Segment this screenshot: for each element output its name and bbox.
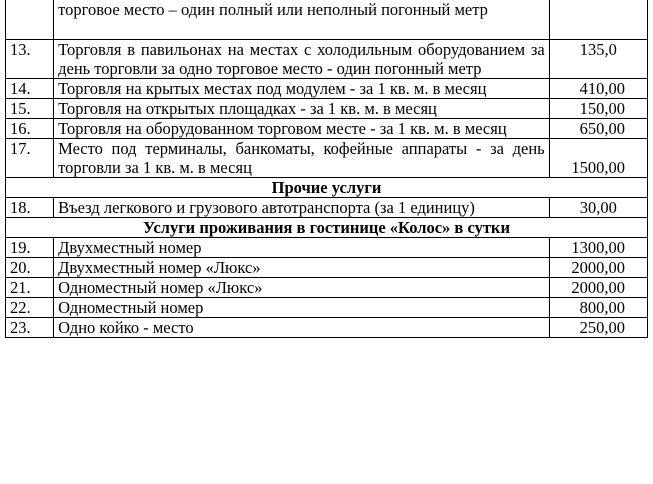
table-row <box>6 318 648 338</box>
row-number <box>6 0 54 40</box>
row-number: 16. <box>6 119 54 139</box>
row-price: 135,0 <box>549 40 647 79</box>
row-number: 19. <box>6 238 54 258</box>
row-price: 150,00 <box>549 99 647 119</box>
row-price: 1300,00 <box>549 238 647 258</box>
row-description: Въезд легкового и грузового автотранспорта (за 1 единицу) <box>54 198 550 218</box>
row-number: 23. <box>6 318 54 338</box>
row-number: 13. <box>6 40 54 79</box>
table-row <box>6 99 648 119</box>
row-description: Двухместный номер <box>54 238 550 258</box>
table-row <box>6 40 648 79</box>
row-price: 1500,00 <box>549 139 647 178</box>
row-price: 410,00 <box>549 79 647 99</box>
row-description: Двухместный номер «Люкс» <box>54 258 550 278</box>
row-description: Торговля на открытых площадках - за 1 кв. м. в месяц <box>54 99 550 119</box>
row-description: Одноместный номер <box>54 298 550 318</box>
row-number: 20. <box>6 258 54 278</box>
row-description: Торговля в павильонах на местах с холодильным оборудованием за день торговли за одно торговое место - один погонный метр <box>54 40 550 79</box>
row-description: торговое место – один полный или неполный погонный метр <box>54 0 550 40</box>
row-number: 14. <box>6 79 54 99</box>
table-row <box>6 278 648 298</box>
row-description: Одно койко - место <box>54 318 550 338</box>
row-number: 21. <box>6 278 54 298</box>
section-header-row <box>6 218 648 238</box>
row-description: Торговля на оборудованном торговом месте - за 1 кв. м. в месяц <box>54 119 550 139</box>
row-number: 22. <box>6 298 54 318</box>
section-title-other: Прочие услуги <box>6 178 648 198</box>
row-price <box>549 0 647 40</box>
row-number: 18. <box>6 198 54 218</box>
row-number: 15. <box>6 99 54 119</box>
table-row <box>6 119 648 139</box>
row-price: 800,00 <box>549 298 647 318</box>
section-title-hotel: Услуги проживания в гостинице «Колос» в сутки <box>6 218 648 238</box>
table-row <box>6 298 648 318</box>
table-row <box>6 238 648 258</box>
section-header-row <box>6 178 648 198</box>
table-row <box>6 258 648 278</box>
row-number: 17. <box>6 139 54 178</box>
table-row <box>6 0 648 40</box>
row-price: 2000,00 <box>549 258 647 278</box>
table-row <box>6 139 648 178</box>
table-row <box>6 79 648 99</box>
price-table <box>5 0 648 338</box>
row-description: Одноместный номер «Люкс» <box>54 278 550 298</box>
row-description: Место под терминалы, банкоматы, кофейные аппараты - за день торговли за 1 кв. м. в месяц <box>54 139 550 178</box>
row-price: 650,00 <box>549 119 647 139</box>
row-price: 30,00 <box>549 198 647 218</box>
row-price: 2000,00 <box>549 278 647 298</box>
row-price: 250,00 <box>549 318 647 338</box>
table-row <box>6 198 648 218</box>
row-description: Торговля на крытых местах под модулем - за 1 кв. м. в месяц <box>54 79 550 99</box>
